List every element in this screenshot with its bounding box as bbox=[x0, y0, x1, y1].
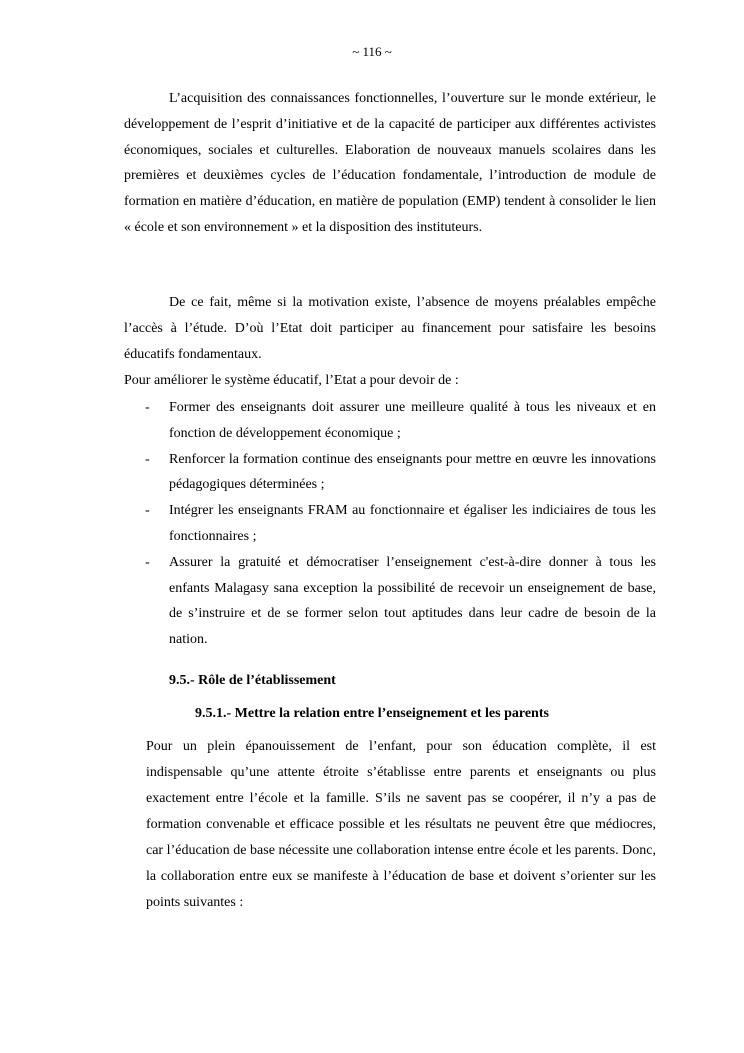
section-heading: 9.5.- Rôle de l’établissement bbox=[169, 673, 336, 688]
list-item-text: Intégrer les enseignants FRAM au fonctionnaire et égaliser les indiciaires de tous les fonctionnaires ; bbox=[169, 503, 656, 544]
page-number: ~ 116 ~ bbox=[352, 44, 392, 59]
subsection-heading: 9.5.1.- Mettre la relation entre l’enseignement et les parents bbox=[195, 706, 549, 721]
list-item-text: Assurer la gratuité et démocratiser l’enseignement c'est-à-dire donner à tous les enfants Malagasy sana exception la possibilité de recevoir un enseignement de base, de s’instruire et de se former selon tout aptitudes dans leur cadre de besoin de la nation. bbox=[169, 554, 656, 648]
paragraph-collaboration: Pour un plein épanouissement de l’enfant, pour son éducation complète, il est indispensable qu’une attente étroite s’établisse entre parents et enseignants ou plus exactement entre l’école et la famille. S’ils ne savent pas se coopérer, il n’y a pas de formation convenable et efficace possible et les résultats ne peuvent être que médiocres, car l’éducation de base nécessite une collaboration intense entre école et les parents. Donc, la collaboration entre eux se manifeste à l’éducation de base et doivent s’orienter sur les points suivantes : bbox=[146, 739, 656, 910]
paragraph-motivation: De ce fait, même si la motivation existe, l’absence de moyens préalables empêche l’accès à l’étude. D’où l’Etat doit participer au financement pour satisfaire les besoins éducatifs fondamentaux. bbox=[124, 295, 656, 362]
list-item-text: Renforcer la formation continue des enseignants pour mettre en œuvre les innovations pédagogiques déterminées ; bbox=[169, 451, 656, 493]
paragraph-acquisition: L’acquisition des connaissances fonctionnelles, l’ouverture sur le monde extérieur, le développement de l’esprit d’initiative et de la capacité de participer aux différentes activistes économiques, sociales et culturelles. Elaboration de nouveaux manuels scolaires dans les premières et deuxièmes cycles de l’éducation fondamentale, l’introduction de module de formation en matière d’éducation, en matière de population (EMP) tendent à consolider le lien « école et son environnement » et la disposition des instituteurs. bbox=[124, 91, 656, 235]
duties-list bbox=[124, 395, 656, 653]
list-item bbox=[124, 395, 656, 447]
list-item bbox=[124, 498, 656, 550]
list-item bbox=[124, 447, 656, 499]
list-item bbox=[124, 550, 656, 653]
bullet-marker: - bbox=[145, 451, 150, 467]
bullet-marker: - bbox=[145, 503, 150, 519]
paragraph-etat-devoir: Pour améliorer le système éducatif, l’Etat a pour devoir de : bbox=[124, 373, 459, 388]
list-item-text: Former des enseignants doit assurer une meilleure qualité à tous les niveaux et en fonction de développement économique ; bbox=[169, 400, 656, 441]
bullet-marker: - bbox=[145, 554, 150, 570]
bullet-marker: - bbox=[145, 400, 150, 415]
